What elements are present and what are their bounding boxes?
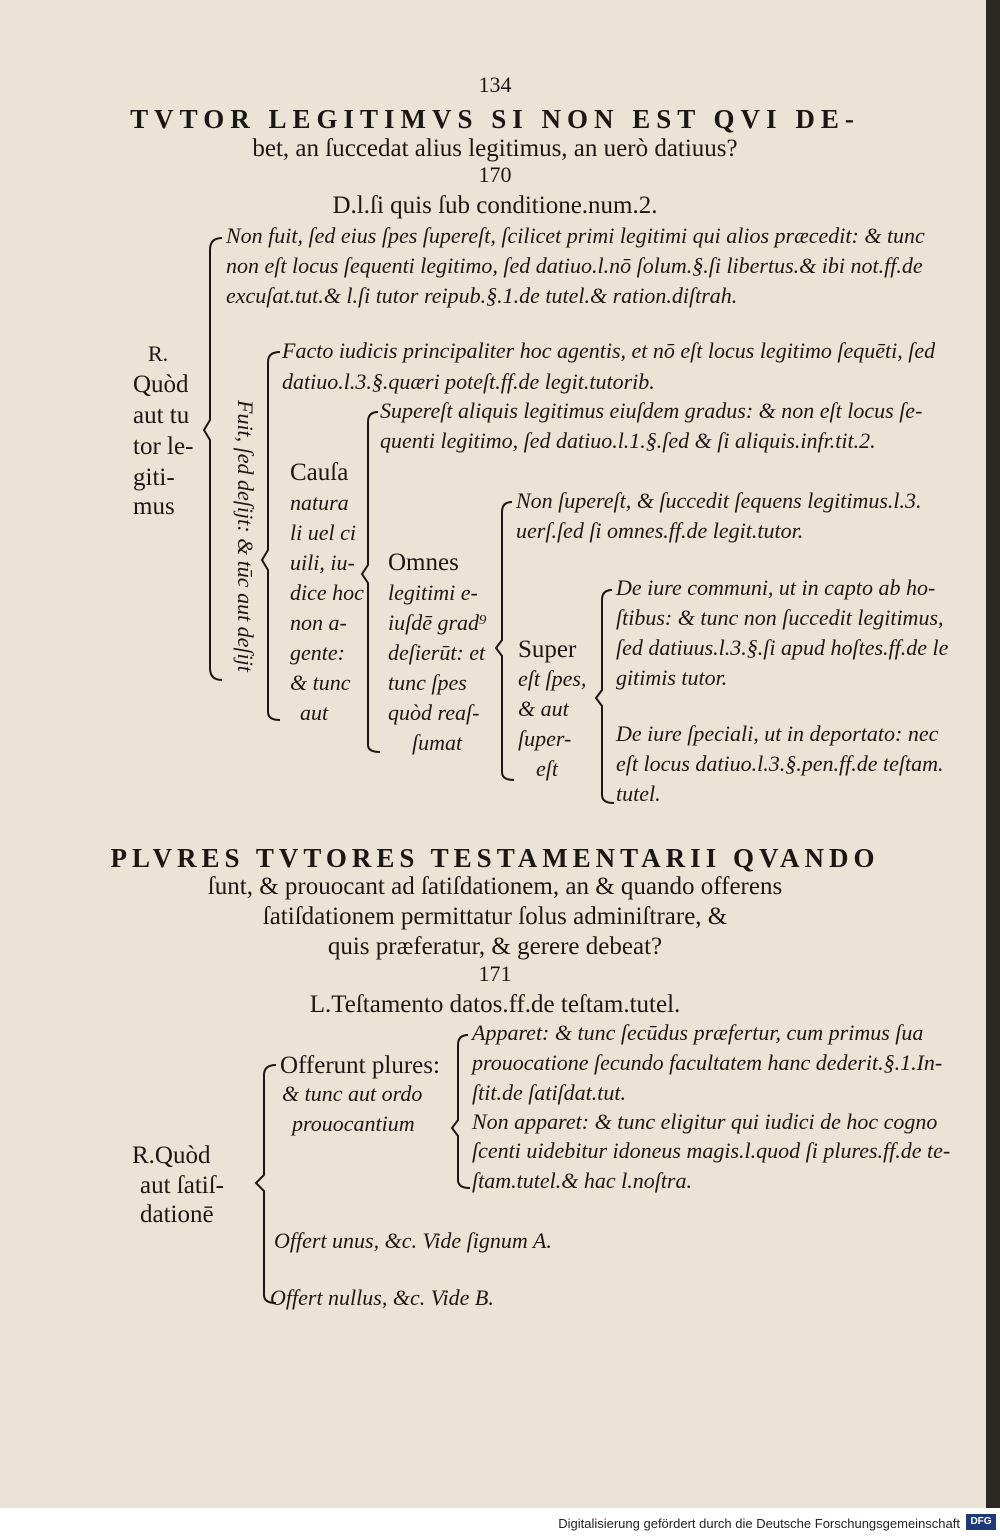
page-number: 134 <box>478 72 512 97</box>
section-170-heading: TVTOR LEGITIMVS SI NON EST QVI DE- <box>130 104 860 134</box>
branch-e-line2: ſtibus: & tunc non ſuccedit legitimus, <box>616 605 944 630</box>
left-label-r: R. <box>148 341 169 366</box>
omnes-line1: Omnes <box>388 549 459 576</box>
section-171-heading: PLVRES TVTORES TESTAMENTARII QVANDO <box>110 843 880 873</box>
branch-a-line2: non eſt locus ſequenti legitimo, ſed datiuo.l.nō ſolum.§.ſi libertus.& ibi not.ff.de <box>226 253 923 278</box>
section-171-reference: L.Teſtamento datos.ff.de teſtam.tutel. <box>309 991 681 1018</box>
branch-f-line2: eſt locus datiuo.l.3.§.pen.ff.de teſtam. <box>616 751 944 776</box>
book-spine <box>986 0 1000 1508</box>
non-apparet-line2: ſcenti uidebitur idoneus magis.l.quod ſi plures.ff.de te- <box>472 1138 951 1163</box>
branch-b-line1: Facto iudicis principaliter hoc agentis, et nō eſt locus legitimo ſequēti, ſed <box>282 338 936 363</box>
left2-label-2: aut ſatiſ- <box>140 1172 224 1199</box>
apparet-line2: prouocatione ſecundo facultatem hanc dederit.§.1.In- <box>472 1050 943 1075</box>
offert-nullus: Offert nullus, &c. Vide B. <box>270 1285 494 1310</box>
causa-line3: li uel ci <box>290 520 356 545</box>
branch-d-line2: uerſ.ſed ſi omnes.ff.de legit.tutor. <box>516 518 804 543</box>
left-label-5: giti- <box>133 464 175 491</box>
branch-f-line3: tutel. <box>616 781 661 806</box>
branch-c-line1: Supereſt aliquis legitimus eiuſdem gradus: & non eſt locus ſe- <box>380 398 923 423</box>
bracket-main <box>204 238 222 680</box>
super-line3: & aut <box>518 696 569 721</box>
causa-line4: uili, iu- <box>290 550 355 575</box>
apparet-line1: Apparet: & tunc ſecūdus præfertur, cum primus ſua <box>472 1020 924 1045</box>
branch-a-line3: excuſat.tut.& l.ſi tutor reipub.§.1.de tutel.& ration.diſtrah. <box>226 283 738 308</box>
causa-line1: Cauſa <box>290 459 349 486</box>
left-label-2: Quòd <box>133 371 189 398</box>
branch-b-line2: datiuo.l.3.§.quæri poteſt.ff.de legit.tutorib. <box>282 369 655 394</box>
bracket-satisdatio <box>256 1065 276 1303</box>
super-line2: eſt ſpes, <box>518 666 587 691</box>
left2-label-1: R.Quòd <box>132 1142 211 1169</box>
causa-line8: & tunc <box>290 670 351 695</box>
offerunt-line3: prouocantium <box>292 1111 415 1136</box>
branch-a-line1: Non fuit, ſed eius ſpes ſupereſt, ſcilicet primi legitimi qui alios præcedit: & tunc <box>226 223 925 248</box>
bracket-fuit <box>262 352 280 720</box>
omnes-line5: tunc ſpes <box>388 670 467 695</box>
non-apparet-line3: ſtam.tutel.& hac l.noſtra. <box>472 1168 692 1193</box>
branch-f-line1: De iure ſpeciali, ut in deportato: nec <box>616 721 939 746</box>
left-label-3: aut tu <box>133 402 190 429</box>
bracket-omnes <box>496 502 514 780</box>
omnes-line3: iuſdē grad⁹ <box>388 610 487 635</box>
section-170-heading-cont: bet, an ſuccedat alius legitimus, an uerò datiuus? <box>252 135 738 162</box>
offerunt-line2: & tunc aut ordo <box>282 1081 423 1106</box>
non-apparet-line1: Non apparet: & tunc eligitur qui iudici de hoc cogno <box>472 1109 938 1134</box>
super-line1: Super <box>518 636 577 663</box>
left-label-4: tor le- <box>133 433 194 460</box>
super-line4: ſuper- <box>518 726 572 751</box>
omnes-line2: legitimi e- <box>388 580 478 605</box>
section-170-reference: D.l.ſi quis ſub conditione.num.2. <box>332 192 658 219</box>
omnes-line7: ſumat <box>412 730 463 755</box>
offerunt-line1: Offerunt plures: <box>280 1052 440 1079</box>
branch-e-line1: De iure communi, ut in capto ab ho- <box>616 575 936 600</box>
branch-d-line1: Non ſupereſt, & ſuccedit ſequens legitimus.l.3. <box>516 488 922 513</box>
causa-line5: dice hoc <box>290 580 364 605</box>
offert-unus: Offert unus, &c. Vide ſignum A. <box>274 1228 552 1253</box>
bracket-causa <box>362 412 380 752</box>
vertical-branch-text: Fuit, ſed deſijt: & tūc aut deſijt <box>233 400 258 672</box>
branch-e-line3: ſed datiuus.l.3.§.ſi apud hoſtes.ff.de le <box>616 635 949 660</box>
causa-line9: aut <box>300 700 329 725</box>
causa-line2: natura <box>290 490 349 515</box>
left-label-6: mus <box>133 493 175 520</box>
section-171-heading-line4: quis præferatur, & gerere debeat? <box>327 933 663 960</box>
causa-line6: non a- <box>290 610 347 635</box>
section-171-heading-line3: ſatiſdationem permittatur ſolus adminiſtrare, & <box>262 903 728 930</box>
bracket-offerunt <box>452 1035 470 1188</box>
super-line5: eſt <box>536 756 558 781</box>
left2-label-3: dationē <box>140 1201 214 1228</box>
bracket-super <box>596 590 614 803</box>
section-171-number: 171 <box>478 961 512 986</box>
omnes-line4: deſierūt: et <box>388 640 486 665</box>
branch-e-line4: gitimis tutor. <box>616 665 728 690</box>
apparet-line3: ſtit.de ſatiſdat.tut. <box>472 1080 626 1105</box>
section-170-number: 170 <box>478 162 512 187</box>
section-171-heading-line2: ſunt, & prouocant ad ſatiſdationem, an & quando offerens <box>207 873 783 900</box>
causa-line7: gente: <box>290 640 345 665</box>
branch-c-line2: quenti legitimo, ſed datiuo.l.1.§.ſed & ſi aliquis.infr.tit.2. <box>380 428 876 453</box>
omnes-line6: quòd reaſ- <box>388 700 480 725</box>
footer-credit: Digitalisierung gefördert durch die Deutsche Forschungsgemeinschaft <box>558 1516 960 1531</box>
footer-bar <box>0 1508 1000 1536</box>
dfg-logo: DFG <box>966 1514 996 1530</box>
